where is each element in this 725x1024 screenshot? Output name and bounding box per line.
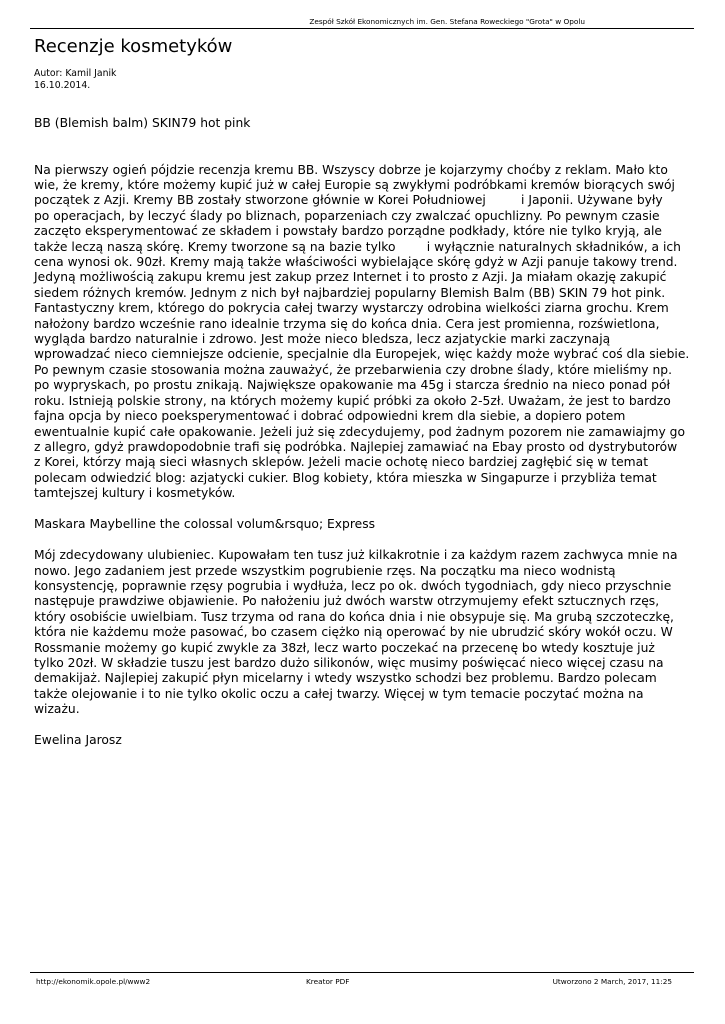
paragraph-line: Fantastyczny krem, którego do pokrycia całej twarzy wystarczy odrobina wielkości ziarna grochu. Krem — [34, 301, 669, 316]
article-meta — [34, 68, 116, 91]
paragraph-line: Rossmanie możemy go kupić zwykle za 38zł, lecz warto poczekać na przecenę bo wtedy kosztuje już — [34, 640, 655, 655]
paragraph-line: tylko 20zł. W składzie tuszu jest bardzo dużo silikonów, więc musimy poświęcać nieco więcej czasu na — [34, 655, 664, 670]
signature: Ewelina Jarosz — [34, 733, 122, 748]
paragraph-line: zaczęto eksperymentować ze składem i powstały bardzo porządne podkłady, które nie tylko kryją, ale — [34, 224, 662, 239]
header-school-name: Zespół Szkół Ekonomicznych im. Gen. Stefana Roweckiego "Grota" w Opolu — [309, 17, 585, 26]
paragraph-line: wizażu. — [34, 702, 80, 717]
article-content — [34, 116, 694, 749]
paragraph-line: Na pierwszy ogień pójdzie recenzja kremu BB. Wszyscy dobrze je kojarzymy choćby z reklam. Mało kto — [34, 162, 668, 177]
paragraph-line: Jedyną możliwością zakupu kremu jest zakup przez Internet i to prosto z Azji. Ja miałam okazję zakupić — [34, 270, 667, 285]
paragraph-line: siedem różnych kremów. Jednym z nich był najbardziej popularny Blemish Balm (BB) SKIN 79 hot pink. — [34, 285, 666, 300]
paragraph-line: demakijaż. Najlepiej zakupić płyn micelarny i wtedy wszystko schodzi bez problemu. Bardzo polecam — [34, 671, 657, 686]
paragraph-bb — [34, 163, 694, 502]
paragraph-line: Po pewnym czasie stosowania można zauważyć, że przebarwienia czy drobne ślady, które mieliśmy np. — [34, 362, 673, 377]
author-line: Autor: Kamil Janik — [34, 68, 117, 79]
paragraph-line: która nie każdemu może pasować, bo czasem ciężko nią operować by nie ubrudzić skóry wokół oczu. W — [34, 625, 673, 640]
paragraph-line: nałożony bardzo wcześnie rano idealnie trzyma się do końca dnia. Cera jest promienna, rozświetlona, — [34, 316, 660, 331]
paragraph-line: po wypryskach, po prostu znikają. Największe opakowanie ma 45g i starcza średnio na nieco ponad pół — [34, 378, 671, 393]
page-title: Recenzje kosmetyków — [34, 36, 233, 57]
footer-created-date: Utworzono 2 March, 2017, 11:25 — [552, 977, 672, 986]
paragraph-line: fajna opcja by nieco poeksperymentować i dobrać odpowiedni krem dla siebie, a dopiero potem — [34, 409, 626, 424]
footer-generator: Kreator PDF — [306, 977, 350, 986]
paragraph-line: konsystencję, poprawnie rzęsy pogrubia i wydłuża, lecz po ok. dwóch tygodniach, gdy nieco przyschnie — [34, 578, 672, 593]
section-heading-mascara: Maskara Maybelline the colossal volum&rsquo; Express — [34, 517, 376, 532]
paragraph-line: cena wynosi ok. 90zł. Kremy mają także właściwości wybielające skórę gdyż w Azji panuje takowy trend. — [34, 255, 678, 270]
footer-url-link[interactable]: http://ekonomik.opole.pl/www2 — [36, 977, 151, 986]
paragraph-line: który osobiście uwielbiam. Tusz trzyma od rana do końca dnia i nie obsypuje się. Ma grubą szczoteczkę, — [34, 609, 674, 624]
paragraph-line: wie, że kremy, które możemy kupić już w całej Europie są zwykłymi podróbkami kremów biorących swój — [34, 178, 675, 192]
paragraph-line: nowo. Jego zadaniem jest przede wszystkim pogrubienie rzęs. Na początku ma nieco wodnistą — [34, 563, 616, 578]
paragraph-mascara — [34, 548, 694, 717]
paragraph-line: także leczą naszą skórę. Kremy tworzone są na bazie tylko i wyłącznie naturalnych składników, a ich — [34, 239, 681, 254]
paragraph-line: polecam odwiedzić blog: azjatycki cukier. Blog kobiety, która mieszka w Singapurze i przybliża temat — [34, 470, 657, 485]
paragraph-line: Mój zdecydowany ulubieniec. Kupowałam ten tusz już kilkakrotnie i za każdym razem zachwyca mnie na — [34, 548, 678, 563]
paragraph-line: także olejowanie i to nie tylko okolic oczu a całej twarzy. Więcej w tym temacie poczytać można na — [34, 686, 644, 701]
header-divider — [30, 28, 694, 29]
paragraph-line: z Korei, którzy mają sieci własnych sklepów. Jeżeli macie ochotę nieco bardziej zagłębić się w temat — [34, 455, 649, 470]
paragraph-line: ewentualnie kupić całe opakowanie. Jeżeli już się zdecydujemy, pod żadnym pozorem nie zamawiajmy go — [34, 424, 685, 439]
paragraph-line: po operacjach, by leczyć ślady po bliznach, poparzeniach czy zwalczać opuchlizny. Po pewnym czasie — [34, 208, 660, 223]
paragraph-line: wprowadzać nieco ciemniejsze odcienie, specjalnie dla Europejek, więc każdy może wybrać coś dla siebie. — [34, 347, 690, 362]
paragraph-line: następuje prawdziwe objawienie. Po nałożeniu już dwóch warstw otrzymujemy efekt sztucznych rzęs, — [34, 594, 660, 609]
section-heading-bb: BB (Blemish balm) SKIN79 hot pink — [34, 116, 251, 130]
date-line: 16.10.2014. — [34, 79, 91, 91]
paragraph-line: z allegro, gdyż prawdopodobnie trafi się podróbka. Najlepiej zamawiać na Ebay prosto od dystrybutorów — [34, 439, 678, 454]
paragraph-line: tamtejszej kultury i kosmetyków. — [34, 486, 236, 501]
paragraph-line: początek z Azji. Kremy BB zostały stworzone głównie w Korei Południowej i Japonii. Używane były — [34, 193, 663, 208]
paragraph-line: roku. Istnieją polskie strony, na których możemy kupić próbki za około 2-5zł. Uważam, że jest to bardzo — [34, 393, 671, 408]
footer-divider — [30, 972, 694, 973]
paragraph-line: wygląda bardzo naturalnie i zdrowo. Jest może nieco bledsza, lecz azjatyckie marki zaczynają — [34, 332, 611, 347]
